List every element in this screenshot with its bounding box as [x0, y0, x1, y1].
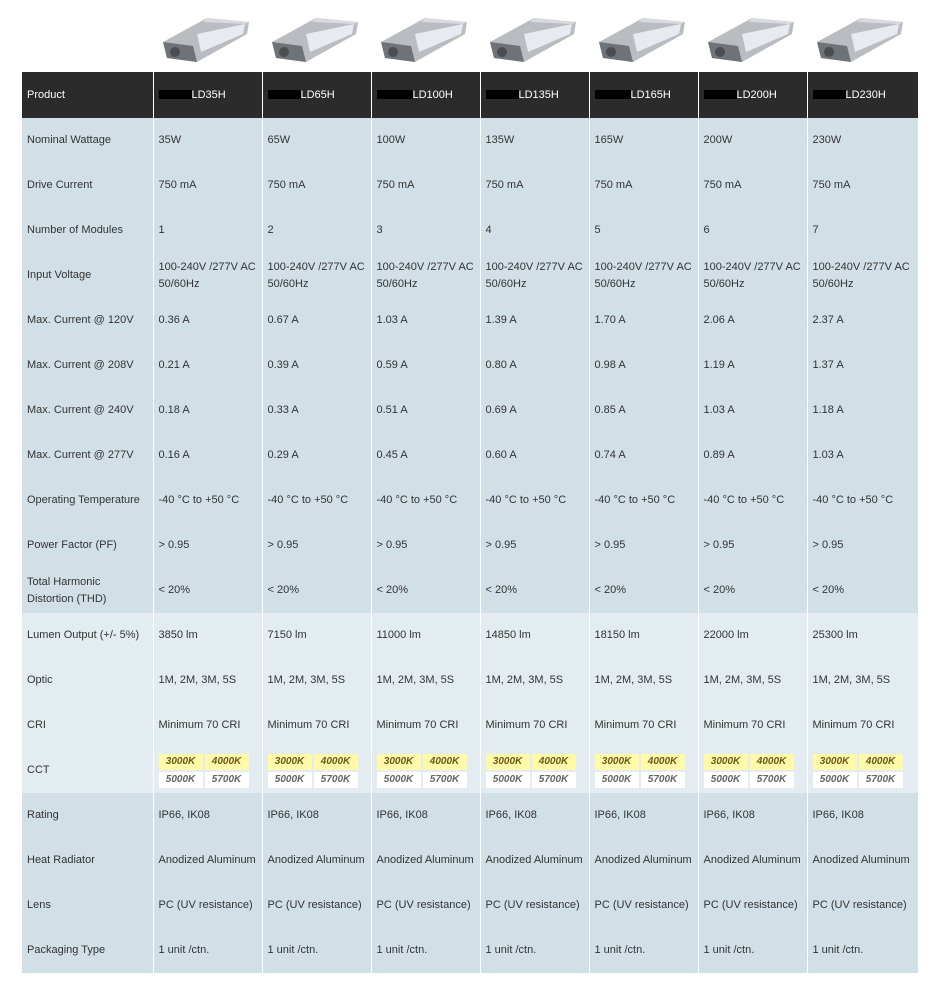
- cell-line: 100-240V /277V AC: [158, 260, 256, 273]
- cell-line: 50/60Hz: [594, 277, 636, 290]
- header-cell: Product: [22, 72, 153, 118]
- table-cell: -40 °C to +50 °C: [153, 478, 262, 523]
- table-cell: > 0.95: [371, 523, 480, 568]
- table-cell: Minimum 70 CRI: [153, 703, 262, 748]
- row-label: CCT: [22, 748, 153, 793]
- cct-option: 5700K: [859, 772, 903, 788]
- table-cell: [589, 253, 698, 298]
- table-cell: < 20%: [480, 568, 589, 613]
- table-cell: 7150 lm: [262, 613, 371, 658]
- table-cell: PC (UV resistance): [698, 883, 807, 928]
- table-cell: 100W: [371, 118, 480, 163]
- table-row: [22, 298, 918, 343]
- cct-option: 4000K: [532, 754, 576, 770]
- table-cell: PC (UV resistance): [589, 883, 698, 928]
- table-cell: 6: [698, 208, 807, 253]
- row-label: Power Factor (PF): [22, 523, 153, 568]
- table-cell: [698, 748, 807, 793]
- table-row: [22, 208, 918, 253]
- table-cell: 1M, 2M, 3M, 5S: [480, 658, 589, 703]
- table-cell: [153, 748, 262, 793]
- cell-line: 50/60Hz: [703, 277, 745, 290]
- table-cell: Minimum 70 CRI: [698, 703, 807, 748]
- row-label: CRI: [22, 703, 153, 748]
- cct-option: 5000K: [486, 772, 530, 788]
- table-cell: -40 °C to +50 °C: [262, 478, 371, 523]
- table-row: [22, 253, 918, 298]
- table-cell: 2.06 A: [698, 298, 807, 343]
- table-cell: 1 unit /ctn.: [480, 928, 589, 973]
- cct-option: 4000K: [750, 754, 794, 770]
- header-row: [22, 72, 918, 118]
- table-cell: 750 mA: [153, 163, 262, 208]
- table-row: [22, 748, 918, 793]
- table-cell: 135W: [480, 118, 589, 163]
- table-cell: 1.37 A: [807, 343, 918, 388]
- redacted-logo: [813, 90, 846, 99]
- cct-option: 5000K: [159, 772, 203, 788]
- table-cell: [480, 748, 589, 793]
- table-cell: 1.03 A: [807, 433, 918, 478]
- row-label: Drive Current: [22, 163, 153, 208]
- table-cell: 0.59 A: [371, 343, 480, 388]
- cct-options: [704, 754, 794, 788]
- table-cell: [589, 748, 698, 793]
- redacted-logo: [704, 90, 737, 99]
- cell-line: 100-240V /277V AC: [594, 260, 692, 273]
- label-line: Distortion (THD): [27, 592, 107, 605]
- model-name: LD165H: [630, 88, 671, 101]
- cct-option: 5700K: [750, 772, 794, 788]
- product-image-ld200h: [698, 8, 807, 72]
- table-cell: > 0.95: [153, 523, 262, 568]
- table-cell: [262, 253, 371, 298]
- table-cell: 1M, 2M, 3M, 5S: [153, 658, 262, 703]
- table-cell: 14850 lm: [480, 613, 589, 658]
- table-cell: 0.67 A: [262, 298, 371, 343]
- table-cell: 750 mA: [698, 163, 807, 208]
- table-cell: Anodized Aluminum: [262, 838, 371, 883]
- table-cell: 1 unit /ctn.: [153, 928, 262, 973]
- table-cell: IP66, IK08: [480, 793, 589, 838]
- table-cell: -40 °C to +50 °C: [480, 478, 589, 523]
- model-name: LD200H: [736, 88, 777, 101]
- table-cell: 1M, 2M, 3M, 5S: [371, 658, 480, 703]
- cct-option: 5000K: [595, 772, 639, 788]
- table-row: [22, 478, 918, 523]
- cell-line: 50/60Hz: [376, 277, 418, 290]
- table-cell: 750 mA: [262, 163, 371, 208]
- table-row: [22, 703, 918, 748]
- table-cell: [371, 253, 480, 298]
- label-line: Total Harmonic: [27, 575, 101, 588]
- table-cell: 165W: [589, 118, 698, 163]
- cell-line: 50/60Hz: [812, 277, 854, 290]
- table-row: [22, 523, 918, 568]
- table-cell: 1 unit /ctn.: [698, 928, 807, 973]
- cct-options: [268, 754, 358, 788]
- table-cell: Anodized Aluminum: [153, 838, 262, 883]
- table-cell: [807, 253, 918, 298]
- redacted-logo: [159, 90, 192, 99]
- cct-options: [159, 754, 249, 788]
- table-cell: [698, 253, 807, 298]
- row-label: Heat Radiator: [22, 838, 153, 883]
- table-cell: > 0.95: [480, 523, 589, 568]
- table-cell: 0.29 A: [262, 433, 371, 478]
- table-cell: < 20%: [807, 568, 918, 613]
- street-light-fixture-icon: [593, 12, 693, 68]
- table-cell: [480, 253, 589, 298]
- table-row: [22, 793, 918, 838]
- row-label: Lumen Output (+/- 5%): [22, 613, 153, 658]
- table-cell: 2: [262, 208, 371, 253]
- redacted-logo: [486, 90, 519, 99]
- product-image-ld35h: [153, 8, 262, 72]
- cell-line: 50/60Hz: [158, 277, 200, 290]
- table-cell: 0.80 A: [480, 343, 589, 388]
- table-cell: Minimum 70 CRI: [807, 703, 918, 748]
- table-cell: 1 unit /ctn.: [589, 928, 698, 973]
- table-row: [22, 163, 918, 208]
- street-light-fixture-icon: [484, 12, 584, 68]
- table-row: [22, 388, 918, 433]
- cell-line: 50/60Hz: [267, 277, 309, 290]
- table-cell: 65W: [262, 118, 371, 163]
- table-cell: Anodized Aluminum: [480, 838, 589, 883]
- row-label: Max. Current @ 208V: [22, 343, 153, 388]
- cct-option: 4000K: [641, 754, 685, 770]
- row-label: Max. Current @ 240V: [22, 388, 153, 433]
- table-cell: 750 mA: [480, 163, 589, 208]
- cct-option: 3000K: [595, 754, 639, 770]
- street-light-fixture-icon: [811, 12, 911, 68]
- cell-line: 50/60Hz: [485, 277, 527, 290]
- table-cell: 1M, 2M, 3M, 5S: [262, 658, 371, 703]
- table-cell: 3850 lm: [153, 613, 262, 658]
- table-cell: 22000 lm: [698, 613, 807, 658]
- table-cell: 2.37 A: [807, 298, 918, 343]
- table-cell: Anodized Aluminum: [589, 838, 698, 883]
- table-cell: 1 unit /ctn.: [807, 928, 918, 973]
- table-cell: < 20%: [153, 568, 262, 613]
- table-cell: 1: [153, 208, 262, 253]
- table-cell: < 20%: [262, 568, 371, 613]
- street-light-fixture-icon: [157, 12, 257, 68]
- cct-option: 5700K: [532, 772, 576, 788]
- cct-option: 4000K: [205, 754, 249, 770]
- header-cell: [807, 72, 918, 118]
- row-label: Max. Current @ 277V: [22, 433, 153, 478]
- table-cell: 1 unit /ctn.: [262, 928, 371, 973]
- table-cell: Minimum 70 CRI: [589, 703, 698, 748]
- table-cell: 11000 lm: [371, 613, 480, 658]
- row-label: Input Voltage: [22, 253, 153, 298]
- table-cell: 0.33 A: [262, 388, 371, 433]
- street-light-fixture-icon: [266, 12, 366, 68]
- table-cell: Anodized Aluminum: [807, 838, 918, 883]
- cct-option: 3000K: [159, 754, 203, 770]
- header-cell: [698, 72, 807, 118]
- table-cell: 25300 lm: [807, 613, 918, 658]
- table-row: [22, 433, 918, 478]
- table-cell: [807, 748, 918, 793]
- model-name: LD65H: [300, 88, 335, 101]
- table-cell: 1.03 A: [371, 298, 480, 343]
- product-image-ld65h: [262, 8, 371, 72]
- table-cell: [262, 748, 371, 793]
- cct-option: 5700K: [641, 772, 685, 788]
- table-cell: PC (UV resistance): [807, 883, 918, 928]
- product-image-row: [22, 8, 918, 72]
- table-cell: 750 mA: [371, 163, 480, 208]
- row-label: Number of Modules: [22, 208, 153, 253]
- table-cell: 1.18 A: [807, 388, 918, 433]
- table-cell: 5: [589, 208, 698, 253]
- table-cell: 18150 lm: [589, 613, 698, 658]
- table-cell: < 20%: [371, 568, 480, 613]
- header-cell: [371, 72, 480, 118]
- header-cell: [589, 72, 698, 118]
- table-cell: > 0.95: [589, 523, 698, 568]
- table-cell: 0.39 A: [262, 343, 371, 388]
- table-cell: 1M, 2M, 3M, 5S: [698, 658, 807, 703]
- table-cell: Minimum 70 CRI: [262, 703, 371, 748]
- table-cell: IP66, IK08: [262, 793, 371, 838]
- table-cell: 1 unit /ctn.: [371, 928, 480, 973]
- redacted-logo: [595, 90, 631, 99]
- cell-line: 100-240V /277V AC: [485, 260, 583, 273]
- model-name: LD135H: [518, 88, 559, 101]
- table-cell: PC (UV resistance): [153, 883, 262, 928]
- cct-option: 5700K: [314, 772, 358, 788]
- cell-line: 100-240V /277V AC: [267, 260, 365, 273]
- cct-options: [813, 754, 903, 788]
- table-cell: 0.69 A: [480, 388, 589, 433]
- street-light-fixture-icon: [702, 12, 802, 68]
- table-cell: 0.21 A: [153, 343, 262, 388]
- table-cell: 35W: [153, 118, 262, 163]
- cct-option: 5000K: [377, 772, 421, 788]
- table-cell: 200W: [698, 118, 807, 163]
- table-cell: 0.16 A: [153, 433, 262, 478]
- table-cell: > 0.95: [698, 523, 807, 568]
- table-row: [22, 658, 918, 703]
- table-row: [22, 883, 918, 928]
- table-cell: 1.19 A: [698, 343, 807, 388]
- table-cell: Minimum 70 CRI: [480, 703, 589, 748]
- cct-option: 3000K: [704, 754, 748, 770]
- cct-option: 5700K: [205, 772, 249, 788]
- spec-table: [22, 72, 918, 973]
- cct-options: [595, 754, 685, 788]
- table-cell: IP66, IK08: [153, 793, 262, 838]
- product-image-ld100h: [371, 8, 480, 72]
- cct-option: 4000K: [859, 754, 903, 770]
- table-cell: -40 °C to +50 °C: [807, 478, 918, 523]
- table-cell: 1M, 2M, 3M, 5S: [589, 658, 698, 703]
- row-label: Lens: [22, 883, 153, 928]
- row-label: [22, 568, 153, 613]
- row-label: Max. Current @ 120V: [22, 298, 153, 343]
- model-name: LD100H: [412, 88, 453, 101]
- cct-option: 3000K: [486, 754, 530, 770]
- street-light-fixture-icon: [375, 12, 475, 68]
- row-label: Packaging Type: [22, 928, 153, 973]
- model-name: LD230H: [845, 88, 886, 101]
- row-label: Optic: [22, 658, 153, 703]
- table-row: [22, 613, 918, 658]
- table-cell: > 0.95: [262, 523, 371, 568]
- table-cell: 0.89 A: [698, 433, 807, 478]
- redacted-logo: [377, 90, 413, 99]
- table-cell: 0.45 A: [371, 433, 480, 478]
- cell-line: 100-240V /277V AC: [812, 260, 910, 273]
- table-cell: 750 mA: [589, 163, 698, 208]
- model-name: LD35H: [191, 88, 226, 101]
- table-cell: 7: [807, 208, 918, 253]
- cct-option: 5000K: [704, 772, 748, 788]
- table-row: [22, 838, 918, 883]
- table-cell: Minimum 70 CRI: [371, 703, 480, 748]
- table-cell: 1.39 A: [480, 298, 589, 343]
- table-cell: 1M, 2M, 3M, 5S: [807, 658, 918, 703]
- table-cell: [371, 748, 480, 793]
- table-row: [22, 343, 918, 388]
- table-cell: 3: [371, 208, 480, 253]
- table-cell: -40 °C to +50 °C: [589, 478, 698, 523]
- header-cell: [153, 72, 262, 118]
- table-cell: 1.70 A: [589, 298, 698, 343]
- table-cell: Anodized Aluminum: [371, 838, 480, 883]
- cct-option: 5000K: [813, 772, 857, 788]
- table-cell: 1.03 A: [698, 388, 807, 433]
- table-cell: 0.74 A: [589, 433, 698, 478]
- product-image-ld165h: [589, 8, 698, 72]
- row-label: Nominal Wattage: [22, 118, 153, 163]
- table-cell: IP66, IK08: [371, 793, 480, 838]
- table-cell: < 20%: [589, 568, 698, 613]
- cct-options: [486, 754, 576, 788]
- table-cell: 230W: [807, 118, 918, 163]
- table-cell: [153, 253, 262, 298]
- table-row: [22, 928, 918, 973]
- table-cell: 4: [480, 208, 589, 253]
- table-cell: 0.98 A: [589, 343, 698, 388]
- product-image-ld230h: [807, 8, 916, 72]
- cct-option: 3000K: [813, 754, 857, 770]
- cct-option: 4000K: [314, 754, 358, 770]
- table-cell: Anodized Aluminum: [698, 838, 807, 883]
- header-cell: [480, 72, 589, 118]
- table-row: [22, 118, 918, 163]
- row-label: Operating Temperature: [22, 478, 153, 523]
- table-cell: > 0.95: [807, 523, 918, 568]
- table-cell: 0.36 A: [153, 298, 262, 343]
- table-cell: 0.60 A: [480, 433, 589, 478]
- table-cell: -40 °C to +50 °C: [371, 478, 480, 523]
- cct-option: 3000K: [377, 754, 421, 770]
- table-cell: IP66, IK08: [589, 793, 698, 838]
- cct-options: [377, 754, 467, 788]
- table-cell: 0.51 A: [371, 388, 480, 433]
- table-cell: 0.85 A: [589, 388, 698, 433]
- table-cell: 750 mA: [807, 163, 918, 208]
- table-cell: PC (UV resistance): [262, 883, 371, 928]
- table-row: [22, 568, 918, 613]
- table-cell: PC (UV resistance): [480, 883, 589, 928]
- header-cell: [262, 72, 371, 118]
- table-cell: IP66, IK08: [807, 793, 918, 838]
- table-cell: 0.18 A: [153, 388, 262, 433]
- table-cell: < 20%: [698, 568, 807, 613]
- cct-option: 5700K: [423, 772, 467, 788]
- cct-option: 3000K: [268, 754, 312, 770]
- table-cell: PC (UV resistance): [371, 883, 480, 928]
- row-label: Rating: [22, 793, 153, 838]
- product-image-ld135h: [480, 8, 589, 72]
- cell-line: 100-240V /277V AC: [376, 260, 474, 273]
- cell-line: 100-240V /277V AC: [703, 260, 801, 273]
- cct-option: 5000K: [268, 772, 312, 788]
- cct-option: 4000K: [423, 754, 467, 770]
- table-cell: -40 °C to +50 °C: [698, 478, 807, 523]
- redacted-logo: [268, 90, 301, 99]
- table-cell: IP66, IK08: [698, 793, 807, 838]
